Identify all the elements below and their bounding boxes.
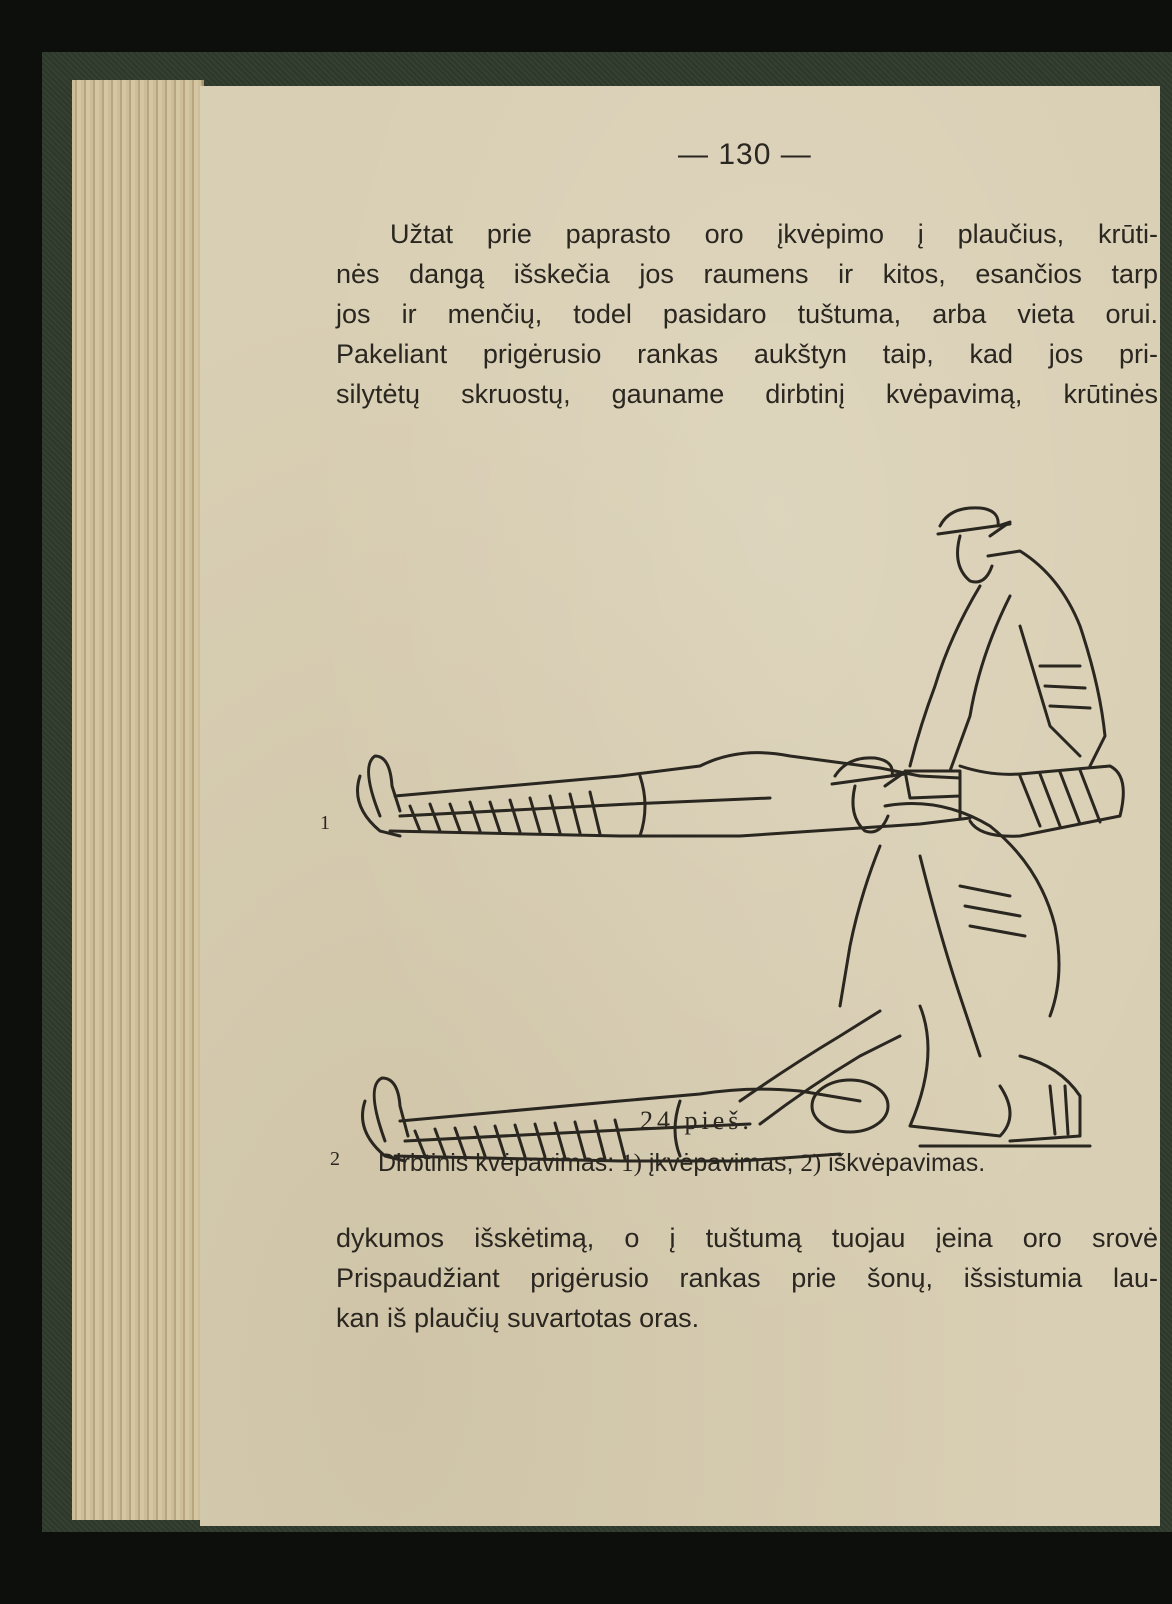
caption-number-1: 1) (621, 1150, 642, 1177)
text-line: Užtat prie paprasto oro įkvėpimo į plaučius, krūti- (390, 219, 1158, 249)
caption-item-2: iškvėpavimas. (828, 1149, 986, 1177)
paragraph-bottom (336, 1218, 1158, 1338)
book-page (200, 86, 1160, 1526)
panel-2-drawing (363, 758, 1091, 1161)
text-line: kan iš plaučių suvartotas oras. (336, 1303, 700, 1333)
text-line: jos ir menčių, todel pasidaro tuštuma, arba vieta orui. (336, 299, 1158, 329)
panel-1-label: 1 (320, 812, 330, 834)
text-line: nės dangą išskečia jos raumens ir kitos, esančios tarp (336, 259, 1158, 289)
caption-prefix: Dirbtinis kvėpavimas: (378, 1149, 615, 1177)
caption-number-2: 2) (800, 1150, 822, 1177)
text-line: Pakeliant prigėrusio rankas aukštyn taip, kad jos pri- (336, 339, 1158, 369)
panel-2-label: 2 (330, 1148, 340, 1170)
page-number: — 130 — (678, 138, 812, 171)
page-edges (72, 80, 204, 1520)
caption-item-1: įkvėpavimas, (648, 1149, 794, 1177)
paragraph-top (336, 214, 1158, 414)
panel-1-drawing (358, 508, 1124, 836)
figure-caption-title: 24 pieš. (640, 1106, 753, 1135)
text-line: silytėtų skruostų, gauname dirbtinį kvėpavimą, krūtinės (336, 379, 1158, 409)
text-line: dykumos išskėtimą, o į tuštumą tuojau įeina oro srovė (336, 1223, 1158, 1253)
text-line: Prispaudžiant prigėrusio rankas prie šonų, išsistumia lau- (336, 1263, 1158, 1293)
illustration-drawing (320, 426, 1160, 1186)
artificial-respiration-illustration (320, 426, 1160, 1186)
figure-caption (378, 1149, 985, 1178)
